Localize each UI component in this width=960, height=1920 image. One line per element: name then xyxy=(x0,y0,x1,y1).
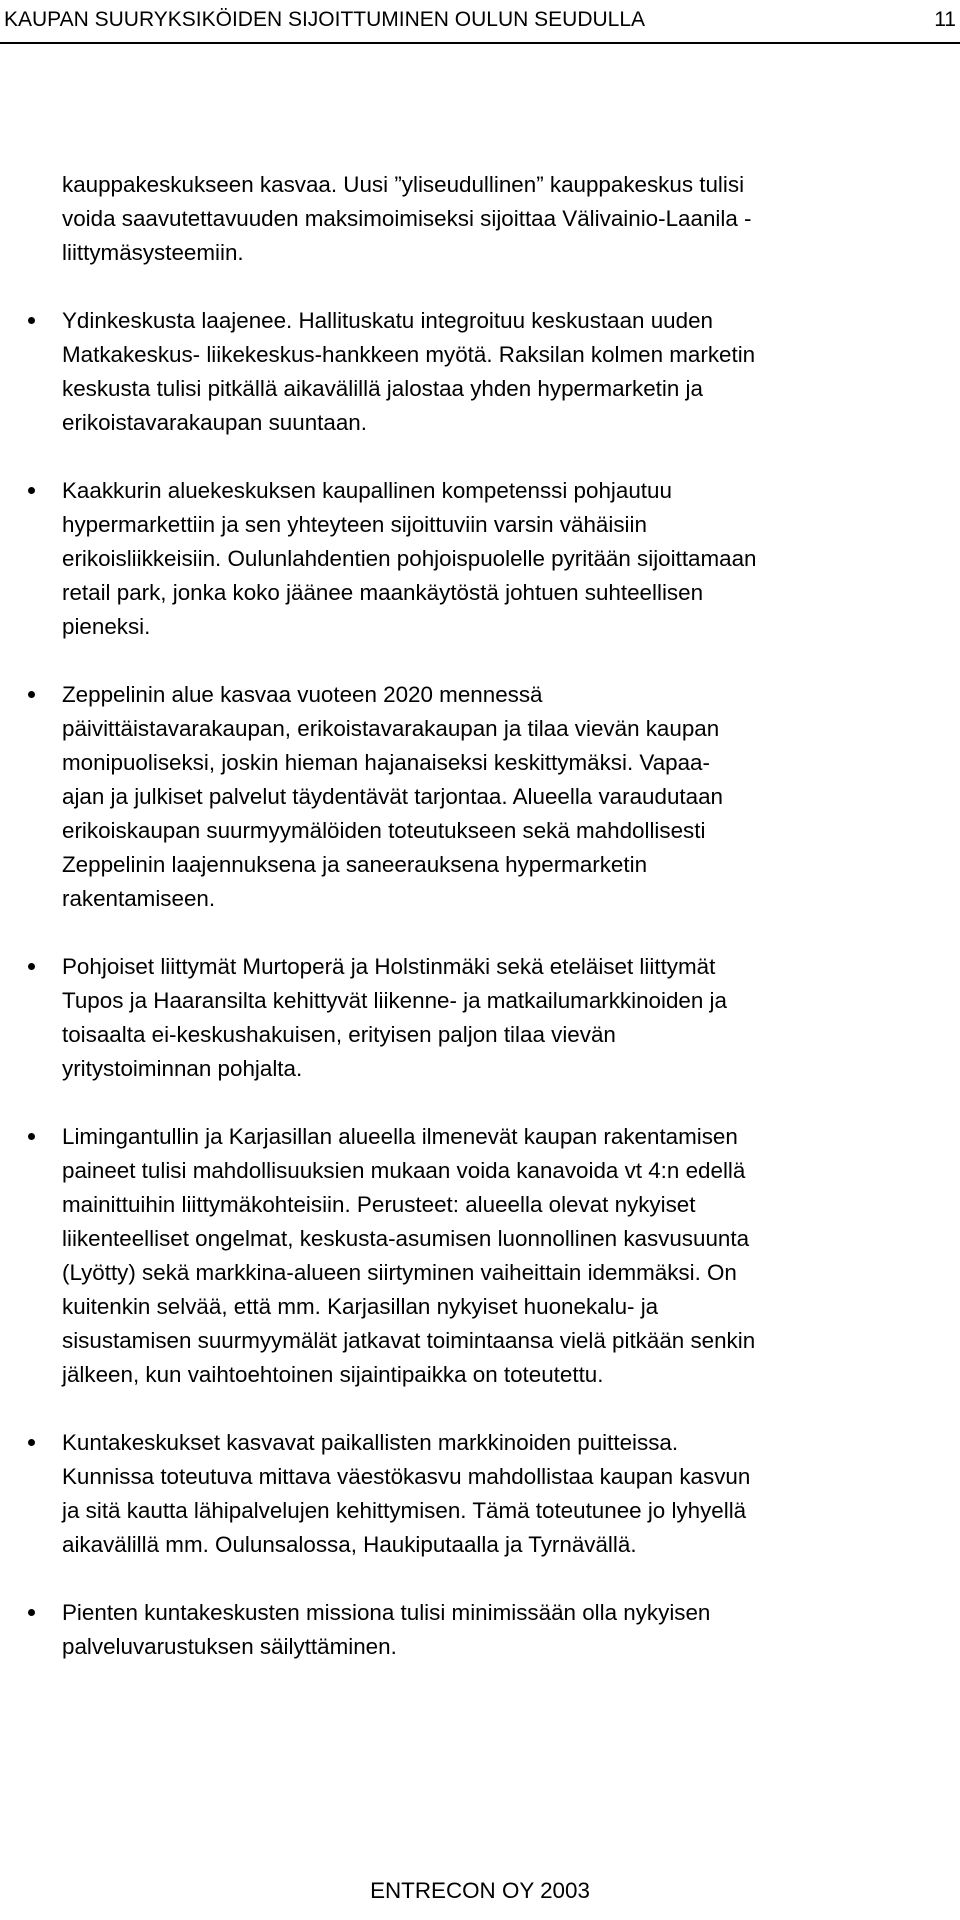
text-line: rakentamiseen. xyxy=(62,886,216,911)
bullet-icon xyxy=(28,1439,35,1446)
text-line: sisustamisen suurmyymälät jatkavat toimintaansa vielä pitkään senkin xyxy=(62,1328,756,1353)
text-line: pieneksi. xyxy=(62,614,151,639)
text-line: liittymäsysteemiin. xyxy=(62,240,244,265)
text-line: Matkakeskus- liikekeskus-hankkeen myötä. Raksilan kolmen marketin xyxy=(62,342,756,367)
text-line: kuitenkin selvää, että mm. Karjasillan nykyiset huonekalu- ja xyxy=(62,1294,659,1319)
bullet-icon xyxy=(28,1133,35,1140)
text-line: erikoisliikkeisiin. Oulunlahdentien pohjoispuolelle pyritään sijoittamaan xyxy=(62,546,757,571)
text-line: yritystoiminnan pohjalta. xyxy=(62,1056,303,1081)
bullet-icon xyxy=(28,317,35,324)
text-line: Ydinkeskusta laajenee. Hallituskatu integroituu keskustaan uuden xyxy=(62,308,713,333)
text-line: ja sitä kautta lähipalvelujen kehittymisen. Tämä toteutunee jo lyhyellä xyxy=(62,1498,747,1523)
text-line: keskusta tulisi pitkällä aikavälillä jalostaa yhden hypermarketin ja xyxy=(62,376,703,401)
text-line: jälkeen, kun vaihtoehtoinen sijaintipaikka on toteutettu. xyxy=(62,1362,604,1387)
text-line: Tupos ja Haaransilta kehittyvät liikenne- ja matkailumarkkinoiden ja xyxy=(62,988,727,1013)
text-line: Pienten kuntakeskusten missiona tulisi minimissään olla nykyisen xyxy=(62,1600,711,1625)
bullet-icon xyxy=(28,691,35,698)
text-line: Kuntakeskukset kasvavat paikallisten markkinoiden puitteissa. xyxy=(62,1430,679,1455)
bullet-item xyxy=(62,678,958,916)
text-line: Pohjoiset liittymät Murtoperä ja Holstinmäki sekä eteläiset liittymät xyxy=(62,954,716,979)
bullet-item xyxy=(62,474,958,644)
body-content xyxy=(62,168,958,1664)
text-line: retail park, jonka koko jäänee maankäytöstä johtuen suhteellisen xyxy=(62,580,704,605)
text-line: (Lyötty) sekä markkina-alueen siirtyminen vaiheittain idemmäksi. On xyxy=(62,1260,737,1285)
text-line: Limingantullin ja Karjasillan alueella ilmenevät kaupan rakentamisen xyxy=(62,1124,738,1149)
page-number: 11 xyxy=(934,8,956,31)
text-line: Zeppelinin laajennuksena ja saneerauksena hypermarketin xyxy=(62,852,648,877)
text-line: monipuoliseksi, joskin hieman hajanaiseksi keskittymäksi. Vapaa- xyxy=(62,750,710,775)
text-line: voida saavutettavuuden maksimoimiseksi sijoittaa Välivainio-Laanila - xyxy=(62,206,752,231)
text-line: Kaakkurin aluekeskuksen kaupallinen kompetenssi pohjautuu xyxy=(62,478,672,503)
bullet-item xyxy=(62,950,958,1086)
bullet-icon xyxy=(28,487,35,494)
text-line: päivittäistavarakaupan, erikoistavarakaupan ja tilaa vievän kaupan xyxy=(62,716,720,741)
text-line: Kunnissa toteutuva mittava väestökasvu mahdollistaa kaupan kasvun xyxy=(62,1464,751,1489)
text-line: erikoiskaupan suurmyymälöiden toteutukseen sekä mahdollisesti xyxy=(62,818,706,843)
bullet-item xyxy=(62,1120,958,1392)
bullet-icon xyxy=(28,963,35,970)
text-line: palveluvarustuksen säilyttäminen. xyxy=(62,1634,397,1659)
bullet-icon xyxy=(28,1609,35,1616)
text-line: kauppakeskukseen kasvaa. Uusi ”yliseudullinen” kauppakeskus tulisi xyxy=(62,172,745,197)
bullet-item xyxy=(62,1596,958,1664)
text-line: ajan ja julkiset palvelut täydentävät tarjontaa. Alueella varaudutaan xyxy=(62,784,723,809)
bullet-item xyxy=(62,1426,958,1562)
text-line: toisaalta ei-keskushakuisen, erityisen paljon tilaa vievän xyxy=(62,1022,616,1047)
page-header xyxy=(0,0,960,44)
text-line: hypermarkettiin ja sen yhteyteen sijoittuviin varsin vähäisiin xyxy=(62,512,647,537)
text-line: paineet tulisi mahdollisuuksien mukaan voida kanavoida vt 4:n edellä xyxy=(62,1158,746,1183)
document-title: KAUPAN SUURYKSIKÖIDEN SIJOITTUMINEN OULUN SEUDULLA xyxy=(4,8,646,31)
text-line: Zeppelinin alue kasvaa vuoteen 2020 mennessä xyxy=(62,682,543,707)
text-line: mainittuihin liittymäkohteisiin. Perusteet: alueella olevat nykyiset xyxy=(62,1192,696,1217)
bullet-item xyxy=(62,304,958,440)
intro-paragraph xyxy=(62,168,958,270)
text-line: liikenteelliset ongelmat, keskusta-asumisen luonnollinen kasvusuunta xyxy=(62,1226,750,1251)
page-footer: ENTRECON OY 2003 xyxy=(370,1878,590,1903)
text-line: erikoistavarakaupan suuntaan. xyxy=(62,410,367,435)
text-line: aikavälillä mm. Oulunsalossa, Haukiputaalla ja Tyrnävällä. xyxy=(62,1532,637,1557)
